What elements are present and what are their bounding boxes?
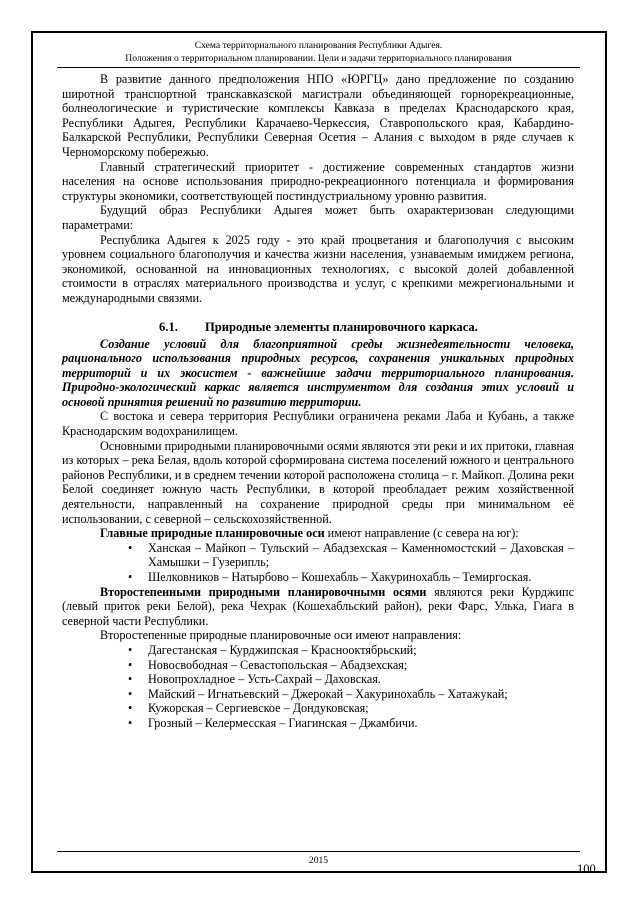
header-line-2: Положения о территориальном планировании. Цели и задачи территориального планирования [125, 52, 512, 64]
main-axes-list [62, 541, 574, 585]
running-header [57, 40, 580, 65]
main-axes-term: Главные природные планировочные оси [100, 526, 325, 541]
list-item-text: Кужорская – Сергиевское – Дондуковская; [148, 701, 369, 716]
footer-year: 2015 [308, 855, 329, 866]
bullet-icon: • [128, 672, 133, 687]
footer-divider [57, 851, 580, 852]
lead-paragraph: Создание условий для благоприятной среды жизнедеятельности человека, рационального использования природных ресурсов, сохранения уникальных природных территорий и их экосистем - важнейшие задачи территориального планирования. Природно-экологический каркас является инструментом для создания этих условий и основой принятия решений по развитию территории. [62, 336, 574, 409]
header-line-1: Схема территориального планирования Республики Адыгея. [194, 40, 443, 51]
paragraph: Главный стратегический приоритет - достижение современных стандартов жизни населения на основе использования природно-рекреационного потенциала и формирования структуры экономики, соответствующей постиндустриальному уровню развития. [62, 159, 574, 203]
secondary-axes-intro: Второстепенные природные планировочные оси имеют направления: [100, 628, 462, 643]
main-axes-rest: имеют направление (с севера на юг): [324, 526, 519, 541]
secondary-axes-list [62, 643, 574, 731]
bullet-icon: • [128, 715, 133, 730]
paragraph: В развитие данного предположения НПО «ЮРГЦ» дано предложение по созданию широтной транспортной транскавказской магистрали объединяющей горнорекреационные, болнеологические и туристические комплексы Кавказа в пределах Краснодарского края, Республики Адыгея, Республики Карачаево-Черкессия, Ставропольского края, Кабардино-Балкарской Республики, Республики Северная Осетия – Алания с выходом в ряде случаев к Черноморскому побережью. [62, 72, 574, 159]
section-heading [62, 320, 574, 335]
section-title: Природные элементы планировочного каркаса. [205, 319, 478, 334]
list-item [62, 701, 574, 716]
main-axes-intro [62, 526, 574, 541]
list-item-text: Ханская – Майкоп – Тульский – Абадзехская – Каменномостский – Даховская – Хамышки – Гузерипль; [148, 540, 574, 570]
list-item [62, 541, 574, 570]
bullet-icon: • [128, 570, 133, 584]
bullet-icon: • [128, 657, 133, 672]
paragraph: Основными природными планировочными осями являются эти реки и их притоки, главная из которых – река Белая, вдоль которой сформирована система поселений южного и центрального районов Республики, и в среднем течении которой расположена столица – г. Майкоп. Долина реки Белой соединяет южную часть Республики, в которой преобладает режим хозяйственной деятельности, направленный на сохранение природной среды при минимальном её использовании, с северной – сельскохозяйственной. [62, 438, 574, 526]
list-item-text: Новосвободная – Севастопольская – Абадзехская; [148, 657, 408, 672]
paragraph: С востока и севера территория Республики ограничена реками Лаба и Кубань, а также Краснодарским водохранилищем. [62, 409, 574, 439]
bullet-icon: • [128, 540, 133, 555]
list-item-text: Шелковников – Натырбово – Кошехабль – Хакуринохабль – Темиргоская. [148, 570, 532, 584]
list-item [62, 658, 574, 673]
page-number: 100 [577, 862, 596, 876]
bullet-icon: • [128, 642, 133, 657]
paragraph: Будущий образ Республики Адыгея может быть охарактеризован следующими параметрами: [62, 203, 574, 232]
secondary-axes-paragraph [62, 585, 574, 629]
list-item-text: Новопрохладное – Усть-Сахрай – Даховская. [148, 672, 381, 687]
header-divider [57, 67, 580, 68]
list-item [62, 570, 574, 585]
secondary-axes-term: Второстепенными природными планировочными осями [100, 584, 427, 599]
list-item [62, 643, 574, 658]
list-item [62, 716, 574, 731]
bullet-icon: • [128, 686, 133, 701]
list-item [62, 687, 574, 702]
list-item-text: Дагестанская – Курджипская – Краснооктябрьский; [148, 642, 417, 657]
secondary-axes-rest: являются реки Курджипс (левый приток реки Белой), река Чехрак (Кошехабльский район), реки Фарс, Улька, Гиага в северной части Республики. [62, 584, 574, 628]
list-item-text: Грозный – Келермесская – Гиагинская – Джамбичи. [148, 715, 418, 730]
list-item-text: Майский – Игнатьевский – Джерокай – Хакуринохабль – Хатажукай; [148, 686, 508, 701]
list-item [62, 672, 574, 687]
paragraph: Республика Адыгея к 2025 году - это край процветания и благополучия с высоким уровнем социального благополучия и качества жизни населения, узнаваемым имиджем региона, экономикой, основанной на инновационных технологиях, с высокой долей добавленной стоимости в отраслях материального производства и услуг, с крепкими межрегиональными и международными связями. [62, 232, 574, 305]
section-number: 6.1. [159, 319, 178, 334]
bullet-icon: • [128, 701, 133, 716]
document-body [62, 72, 574, 731]
